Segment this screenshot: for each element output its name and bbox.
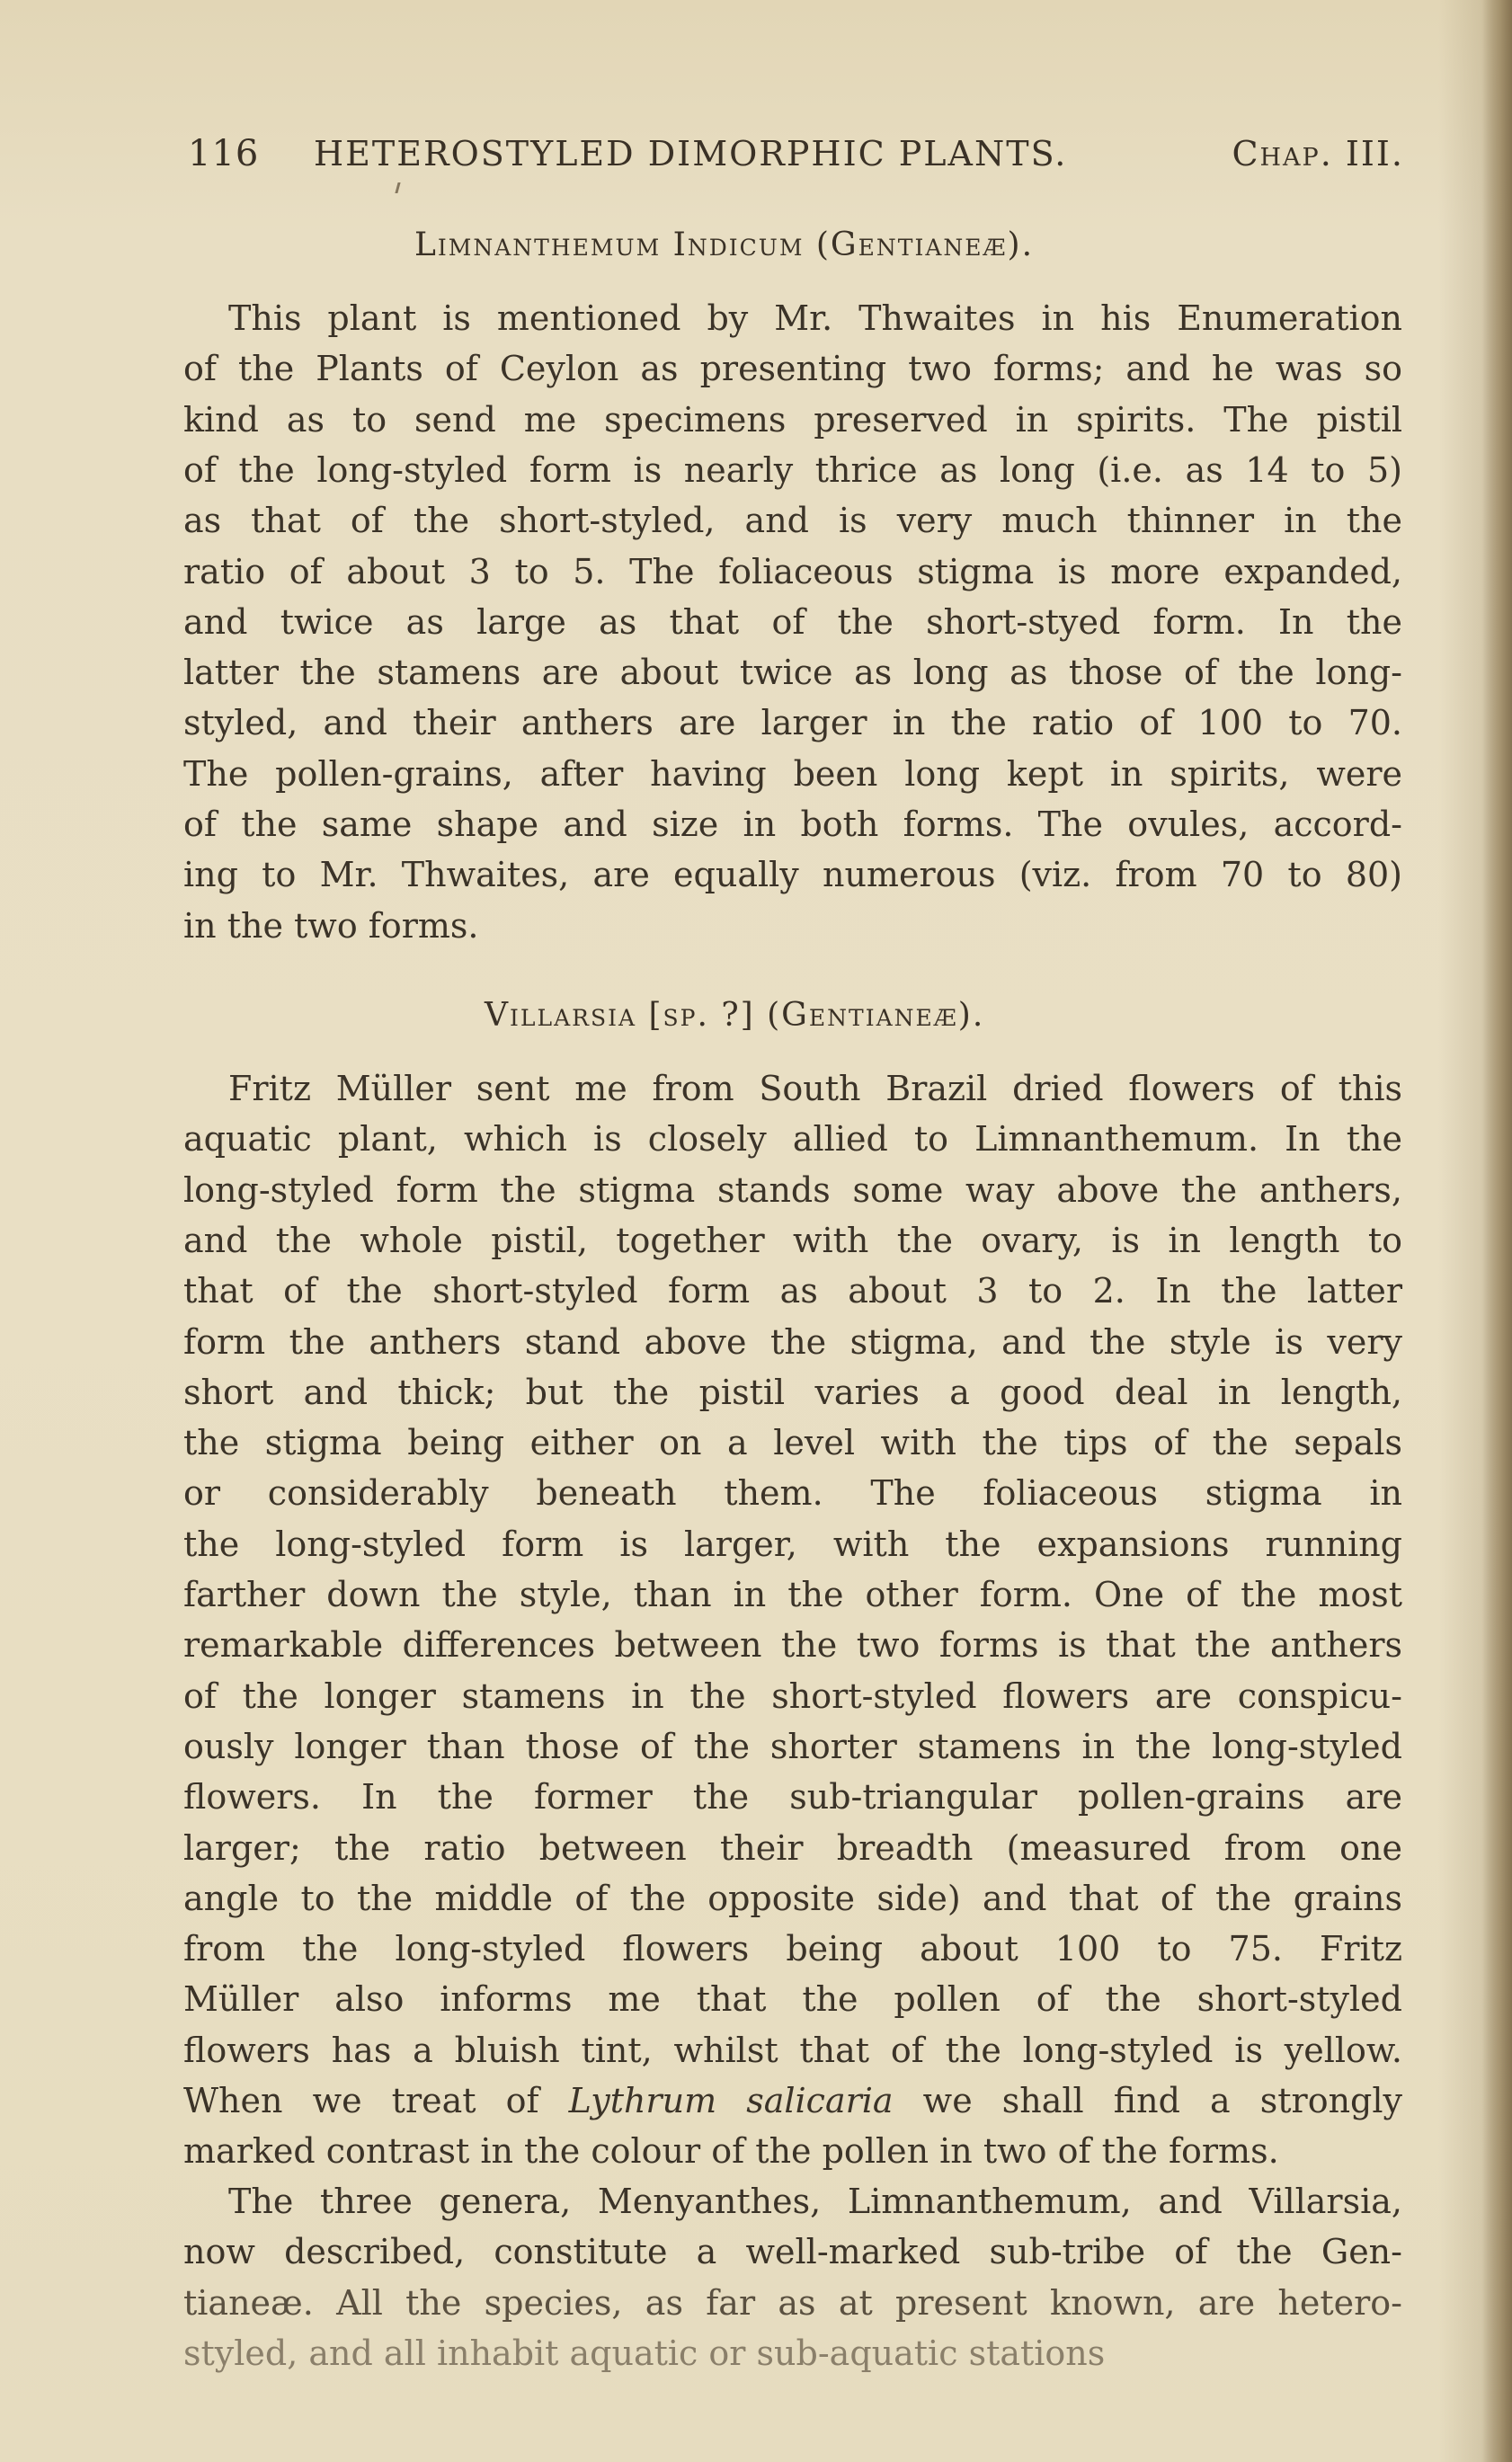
page-number: 116 <box>188 133 260 174</box>
text-line: from the long-styled flowers being about 100 to 75. Fritz <box>183 1929 1402 1969</box>
text-line: flowers. In the former the sub-triangular pollen-grains are <box>183 1777 1402 1818</box>
text-line: of the long-styled form is nearly thrice as long (i.e. as 14 to 5) <box>183 449 1402 490</box>
text-line: farther down the style, than in the other form. One of the most <box>183 1575 1402 1614</box>
text-line: angle to the middle of the opposite side) and that of the grains <box>183 1878 1402 1918</box>
text-line: tianeæ. All the species, as far as at present known, are hetero- <box>183 2282 1402 2323</box>
section-heading-villarsia: Villarsia [sp. ?] (Gentianeæ). <box>485 997 985 1034</box>
text-run: we shall find a strongly <box>893 2081 1402 2120</box>
text-line: kind as to send me specimens preserved in spirits. The pistil <box>183 399 1402 440</box>
text-run: When we treat of <box>183 2081 569 2120</box>
text-line: ously longer than those of the shorter stamens in the long-styled <box>183 1726 1402 1766</box>
text-line: aquatic plant, which is closely allied to Limnanthemum. In the <box>183 1119 1402 1160</box>
chapter-label: Chap. III. <box>1232 134 1404 173</box>
text-line: styled, and their anthers are larger in the ratio of 100 to 70. <box>183 703 1402 743</box>
text-line: This plant is mentioned by Mr. Thwaites in his Enumeration <box>228 298 1402 338</box>
species-name-italic: Lythrum salicaria <box>568 2081 894 2120</box>
text-line: short and thick; but the pistil varies a good deal in length, <box>183 1372 1402 1412</box>
text-line: marked contrast in the colour of the pollen in two of the forms. <box>183 2131 1279 2172</box>
running-head-title: HETEROSTYLED DIMORPHIC PLANTS. <box>314 134 1068 173</box>
text-line: in the two forms. <box>183 905 479 946</box>
text-line: styled, and all inhabit aquatic or sub-aquatic stations <box>183 2333 1106 2373</box>
text-line: long-styled form the stigma stands some way above the anthers, <box>183 1169 1402 1210</box>
text-line: and the whole pistil, together with the ovary, is in length to <box>183 1220 1402 1260</box>
print-mark <box>395 182 400 193</box>
text-line: larger; the ratio between their breadth (measured from one <box>183 1827 1402 1868</box>
text-line-with-italic <box>183 2075 1402 2126</box>
text-line: of the Plants of Ceylon as presenting two forms; and he was so <box>183 349 1402 389</box>
running-header <box>188 133 1404 178</box>
text-line: ing to Mr. Thwaites, are equally numerous (viz. from 70 to 80) <box>183 855 1402 895</box>
text-line: remarkable differences between the two forms is that the anthers <box>183 1625 1402 1666</box>
text-line: latter the stamens are about twice as long as those of the long- <box>183 653 1402 693</box>
section-heading-limnanthemum: Limnanthemum Indicum (Gentianeæ). <box>414 227 1035 263</box>
page-edge-shadow <box>1481 0 1512 2462</box>
text-line: form the anthers stand above the stigma, and the style is very <box>183 1321 1402 1362</box>
text-line: ratio of about 3 to 5. The foliaceous stigma is more expanded, <box>183 551 1402 591</box>
text-line: the long-styled form is larger, with the expansions running <box>183 1524 1402 1564</box>
text-line: or considerably beneath them. The foliaceous stigma in <box>183 1473 1402 1514</box>
text-line: The three genera, Menyanthes, Limnanthemum, and Villarsia, <box>228 2182 1402 2221</box>
text-line: the stigma being either on a level with the tips of the sepals <box>183 1423 1402 1463</box>
text-line: as that of the short-styled, and is very much thinner in the <box>183 501 1402 541</box>
text-line: flowers has a bluish tint, whilst that of the long-styled is yellow. <box>183 2030 1402 2070</box>
text-line: that of the short-styled form as about 3 to 2. In the latter <box>183 1271 1402 1311</box>
text-line: and twice as large as that of the short-styed form. In the <box>183 601 1402 642</box>
text-line: now described, constitute a well-marked sub-tribe of the Gen- <box>183 2232 1402 2272</box>
text-line: Müller also informs me that the pollen of the short-styled <box>183 1979 1402 2020</box>
text-line: Fritz Müller sent me from South Brazil dried flowers of this <box>228 1069 1402 1108</box>
text-line: The pollen-grains, after having been long kept in spirits, were <box>183 753 1402 794</box>
text-line: of the longer stamens in the short-styled flowers are conspicu- <box>183 1675 1402 1716</box>
text-line: of the same shape and size in both forms. The ovules, accord- <box>183 804 1402 844</box>
